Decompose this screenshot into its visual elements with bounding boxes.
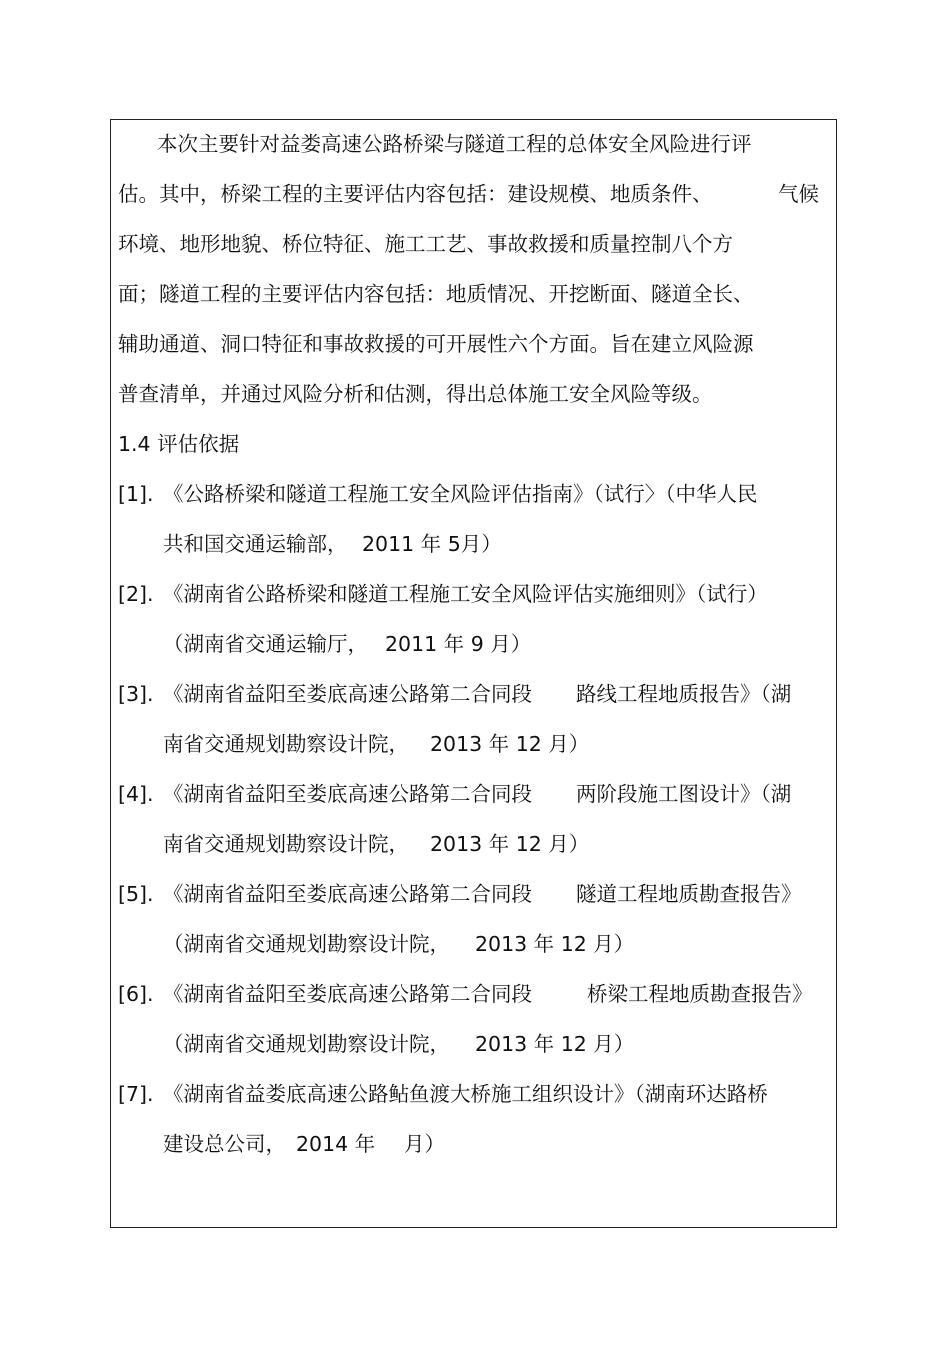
reference-number: [1]. xyxy=(118,482,154,506)
reference-publisher: （湖南省交通规划勘察设计院， xyxy=(163,932,450,956)
intro-line-3: 环境、地形地貌、桥位特征、施工工艺、事故救援和质量控制八个方 xyxy=(118,232,733,256)
reference-date: 2014 年 xyxy=(296,1132,376,1156)
reference-date: 2013 年 12 月） xyxy=(430,732,590,756)
reference-title: 《湖南省益阳至娄底高速公路第二合同段 xyxy=(163,782,532,806)
reference-number: [5]. xyxy=(118,882,154,906)
reference-title: 《湖南省益阳至娄底高速公路第二合同段 xyxy=(163,882,532,906)
reference-publisher: 建设总公司， xyxy=(163,1132,286,1156)
intro-line-4: 面；隧道工程的主要评估内容包括：地质情况、开挖断面、隧道全长、 xyxy=(118,282,754,306)
reference-number: [7]. xyxy=(118,1082,154,1106)
reference-title: 《湖南省益阳至娄底高速公路第二合同段 xyxy=(163,682,532,706)
reference-publisher: 南省交通规划勘察设计院， xyxy=(163,832,409,856)
reference-date: 2011 年 5月） xyxy=(362,532,502,556)
reference-number: [4]. xyxy=(118,782,154,806)
reference-title-tail: 两阶段施工图设计》（湖 xyxy=(576,782,792,806)
reference-number: [6]. xyxy=(118,982,154,1006)
reference-title: 《公路桥梁和隧道工程施工安全风险评估指南》（试行〉（中华人民 xyxy=(163,482,758,506)
reference-date: 2013 年 12 月） xyxy=(430,832,590,856)
reference-number: [2]. xyxy=(118,582,154,606)
intro-line-2-tail: 气候 xyxy=(778,182,819,206)
intro-line-6: 普查清单，并通过风险分析和估测，得出总体施工安全风险等级。 xyxy=(118,382,713,406)
reference-title: 《湖南省公路桥梁和隧道工程施工安全风险评估实施细则》（试行） xyxy=(163,582,768,606)
intro-line-1: 本次主要针对益娄高速公路桥梁与隧道工程的总体安全风险进行评 xyxy=(157,132,752,156)
reference-date: 2013 年 12 月） xyxy=(475,1032,635,1056)
reference-date: 2011 年 9 月） xyxy=(385,632,532,656)
reference-date: 2013 年 12 月） xyxy=(475,932,635,956)
intro-line-5: 辅助通道、洞口特征和事故救援的可开展性六个方面。旨在建立风险源 xyxy=(118,332,754,356)
reference-publisher: 共和国交通运输部， xyxy=(163,532,348,556)
reference-title: 《湖南省益娄底高速公路鲇鱼渡大桥施工组织设计》（湖南环达路桥 xyxy=(163,1082,768,1106)
reference-title-tail: 隧道工程地质勘查报告》 xyxy=(576,882,802,906)
section-heading: 1.4 评估依据 xyxy=(118,432,240,456)
reference-date-month: 月） xyxy=(404,1132,445,1156)
reference-title-tail: 桥梁工程地质勘查报告》 xyxy=(587,982,813,1006)
reference-title-tail: 路线工程地质报告》（湖 xyxy=(576,682,792,706)
reference-publisher: 南省交通规划勘察设计院， xyxy=(163,732,409,756)
reference-publisher: （湖南省交通规划勘察设计院， xyxy=(163,1032,450,1056)
reference-publisher: （湖南省交通运输厅， xyxy=(163,632,368,656)
intro-line-2: 估。其中，桥梁工程的主要评估内容包括：建设规模、地质条件、 xyxy=(118,182,713,206)
reference-title: 《湖南省益阳至娄底高速公路第二合同段 xyxy=(163,982,532,1006)
reference-number: [3]. xyxy=(118,682,154,706)
